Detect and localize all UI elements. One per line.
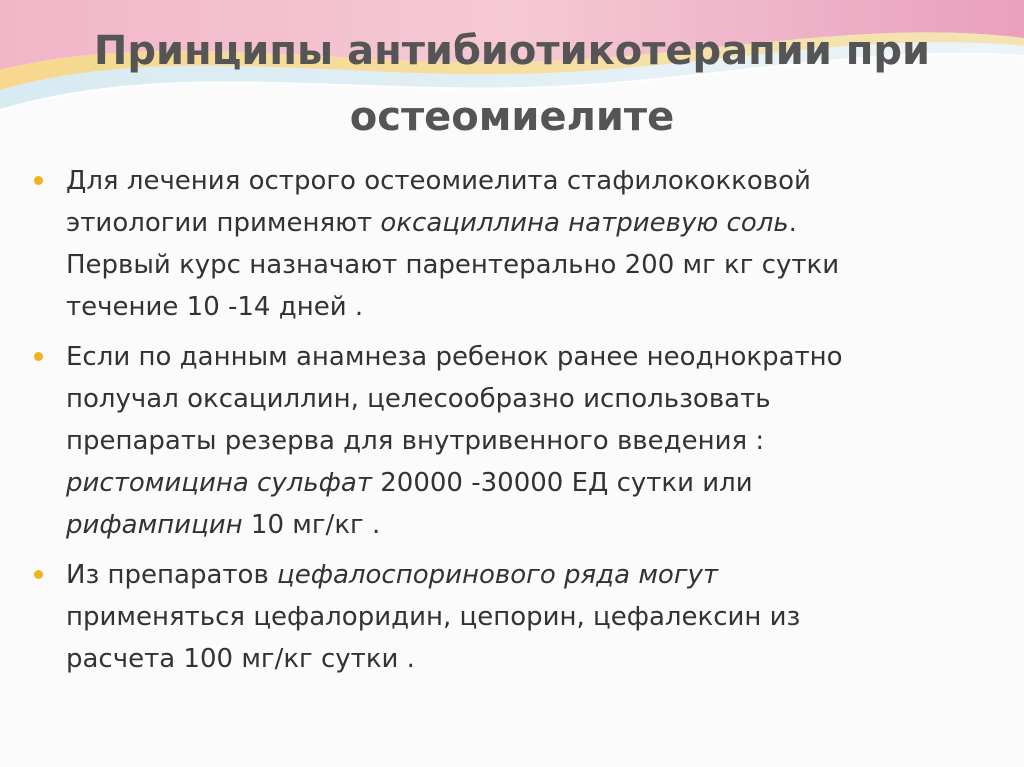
bullet-line — [66, 462, 992, 504]
italic-term: цефалоспоринового ряда могут — [277, 560, 719, 590]
bullet-line — [66, 554, 992, 596]
bullet-line — [66, 596, 992, 638]
text-segment: Если по данным анамнеза ребенок ранее неоднократно — [66, 342, 843, 372]
bullet-item — [32, 160, 992, 328]
text-segment: 20000 -30000 ЕД сутки или — [371, 468, 753, 498]
bullet-item — [32, 336, 992, 546]
bullet-list — [32, 160, 992, 688]
bullet-line — [66, 420, 992, 462]
slide-title-line-2: остеомиелите — [349, 94, 675, 140]
text-segment: 10 мг/кг . — [242, 510, 381, 540]
text-segment: течение 10 -14 дней . — [66, 292, 364, 322]
slide-title — [0, 18, 1024, 150]
bullet-line — [66, 286, 992, 328]
italic-term: рифампицин — [66, 510, 243, 540]
slide-title-line-1: Принципы антибиотикотерапии при — [93, 28, 931, 74]
bullet-line — [66, 244, 992, 286]
text-segment: . — [788, 208, 797, 238]
text-segment: применяться цефалоридин, цепорин, цефалексин из — [66, 602, 801, 632]
text-segment: Для лечения острого остеомиелита стафилококковой — [66, 166, 811, 196]
bullet-dot-icon — [34, 352, 43, 361]
bullet-line — [66, 336, 992, 378]
bullet-item — [32, 554, 992, 680]
text-segment: Из препаратов — [66, 560, 278, 590]
text-segment: препараты резерва для внутривенного введения : — [66, 426, 765, 456]
italic-term: ристомицина сульфат — [66, 468, 372, 498]
text-segment: Первый курс назначают парентерально 200 мг кг сутки — [66, 250, 840, 280]
text-segment: расчета 100 мг/кг сутки . — [66, 644, 415, 674]
bullet-dot-icon — [34, 570, 43, 579]
text-segment: получал оксациллин, целесообразно использовать — [66, 384, 771, 414]
bullet-line — [66, 202, 992, 244]
bullet-line — [66, 160, 992, 202]
bullet-line — [66, 638, 992, 680]
italic-term: оксациллина натриевую соль — [380, 208, 789, 238]
text-segment: этиологии применяют — [66, 208, 381, 238]
bullet-line — [66, 378, 992, 420]
bullet-dot-icon — [34, 176, 43, 185]
bullet-line — [66, 504, 992, 546]
